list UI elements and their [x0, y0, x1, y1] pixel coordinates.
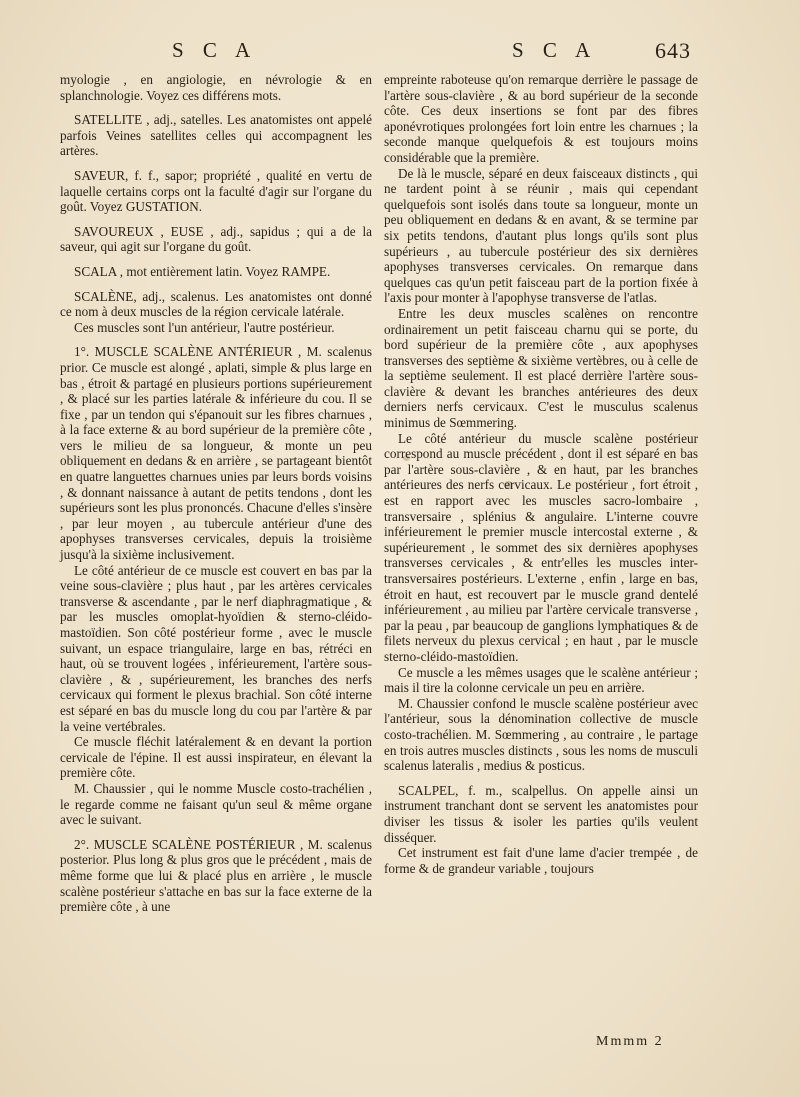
paragraph: M. Chaussier confond le muscle scalène postérieur avec l'antérieur, sous la dénomination collective de muscle costo-trachélien. M. Sœmmering , au contraire , le partage en trois autres muscles distincts , sous les noms de musculi scalenus lateralis , medius & posticus. [384, 695, 698, 774]
entry-scalene: SCALÈNE, adj., scalenus. Les anatomistes ont donné ce nom à deux muscles de la région cervicale latérale. [60, 288, 372, 320]
paragraph: Le côté antérieur du muscle scalène postérieur correspond au muscle précédent , dont il est séparé en bas par l'artère sous-clavière , & en haut, par les branches antérieures des nerfs cervicaux. Le postérieur , fort étroit , est en rapport avec les muscles sacro-lombaire , transversaire , splénius & angulaire. L'interne couvre inférieurement le premier muscle intercostal externe , & supérieurement , le sommet des six dernières apophyses transverses cervicales , & entr'elles les muscles inter-transversaires postérieurs. L'externe , enfin , large en bas, étroit en haut, est recouvert par le muscle grand dentelé inférieurement , au milieu par l'artère cervicale transverse , par la peau , par beaucoup de ganglions lymphatiques & de filets nerveux du plexus cervical ; en haut , par le muscle sterno-cléido-mastoïdien. [384, 430, 698, 664]
entry-savoureux: SAVOUREUX , EUSE , adj., sapidus ; qui a de la saveur, qui agit sur l'organe du goût. [60, 223, 372, 255]
paragraph: Entre les deux muscles scalènes on rencontre ordinairement un petit faisceau charnu qui se porte, du bord supérieur de la première côte , aux apophyses transverses des septième & sixième vertèbres, ou à celle de la septième seulement. Il est placé derrière l'artère sous-clavière & devant les branches antérieures des deux derniers nerfs cervicaux. C'est le musculus scalenus minimus de Sœmmering. [384, 305, 698, 431]
entry-saveur: SAVEUR, f. f., sapor; propriété , qualité en vertu de laquelle certains corps ont la faculté d'agir sur l'organe du goût. Voyez GUSTATION. [60, 167, 372, 215]
right-column [384, 72, 698, 876]
paragraph: Ces muscles sont l'un antérieur, l'autre postérieur. [74, 319, 335, 335]
paragraph: myologie , en angiologie, en névrologie & en splanchnologie. Voyez ces différens mots. [60, 72, 372, 103]
paragraph: Ce muscle a les mêmes usages que le scalène antérieur ; mais il tire la colonne cervicale un peu en arrière. [384, 664, 698, 696]
page-number: 643 [655, 38, 691, 63]
left-column [60, 72, 372, 915]
section-scalene-posterieur: 2°. MUSCLE SCALÈNE POSTÉRIEUR , M. scalenus posterior. Plus long & plus gros que le précédent , mais de même forme que lui & placé plus en arrière , le muscle scalène postérieur s'attache en bas sur la face externe de la première côte , à une [60, 836, 372, 915]
paragraph: De là le muscle, séparé en deux faisceaux distincts , qui ne tardent point à se réunir , mais qui cependant quelquefois sont isolés dans toute sa longueur, monte un peu obliquement en dedans & en avant, & se termine par six petits tendons, d'autant plus longs qu'ils sont plus supérieurs , au tubercule postérieur des six dernières apophyses transverses cervicales. On remarque dans quelques cas qu'un petit faisceau part de la portion fixée à l'axis pour monter à l'apophyse transverse de l'atlas. [384, 165, 698, 306]
section-scalene-anterieur: 1°. MUSCLE SCALÈNE ANTÉRIEUR , M. scalenus prior. Ce muscle est alongé , aplati, simple & plus large en bas , étroit & partagé en plusieurs portions supérieurement , & placé sur les parties latérale & inférieure du cou. Il se fixe , par un tendon qui s'épanouit sur les fibres charnues , à la face externe & au bord supérieur de la première côte , vers le milieu de sa longueur, & monte un peu obliquement en dedans & en arrière , se partageant bientôt en quatre languettes charnues unies par leurs bords voisins , & donnant naissance à autant de petits tendons , dont les supérieurs sont les plus prononcés. Chacune d'elles s'insère , par leur moyen , au tubercule antérieur d'une des apophyses transverses cervicales, depuis la troisième jusqu'à la sixième inclusivement. [60, 344, 372, 563]
entry-scala: SCALA , mot entièrement latin. Voyez RAMPE. [74, 263, 331, 279]
entry-satellite: SATELLITE , adj., satelles. Les anatomistes ont appelé parfois Veines satellites celles qui accompagnent les artères. [60, 112, 372, 159]
entry-scalpel: SCALPEL, f. m., scalpellus. On appelle ainsi un instrument tranchant dont se servent les anatomistes pour diviser les tissus & isoler les parties qu'ils veulent disséquer. [384, 782, 698, 845]
paragraph: Le côté antérieur de ce muscle est couvert en bas par la veine sous-clavière ; plus haut , par les artères cervicales transverse & ascendante , par le nerf diaphragmatique , & par les muscles omoplat-hyoïdien & sterno-cléido-mastoïdien. Son côté postérieur forme , avec le muscle suivant, un espace triangulaire, large en bas, rétréci en haut, où se trouvent logées , inférieurement, l'artère sous-clavière , & , supérieurement, les branches des nerfs cervicaux qui forment le plexus brachial. Son côté interne est séparé en bas du muscle long du cou par l'artère & par la veine vertébrales. [60, 562, 372, 734]
running-head-left: S C A [172, 38, 258, 62]
paragraph: Ce muscle fléchit latéralement & en devant la portion cervicale de l'épine. Il est aussi inspirateur, en élevant la première côte. [60, 734, 372, 781]
page-header [0, 38, 800, 68]
paragraph: empreinte raboteuse qu'on remarque derrière le passage de l'artère sous-clavière , & au bord supérieur de la seconde côte. Ces deux insertions se font par des fibres aponévrotiques prolongées fort loin entre les charnues ; la seconde manque quelquefois & est toujours moins considérable que la première. [384, 72, 698, 165]
paragraph: M. Chaussier , qui le nomme Muscle costo-trachélien , le regarde comme ne faisant qu'un seul & même organe avec le suivant. [60, 780, 372, 828]
running-head-right: S C A [512, 38, 598, 62]
catchword: Mmmm 2 [596, 1034, 664, 1049]
paragraph: Cet instrument est fait d'une lame d'acier trempée , de forme & de grandeur variable , toujours [384, 845, 698, 876]
